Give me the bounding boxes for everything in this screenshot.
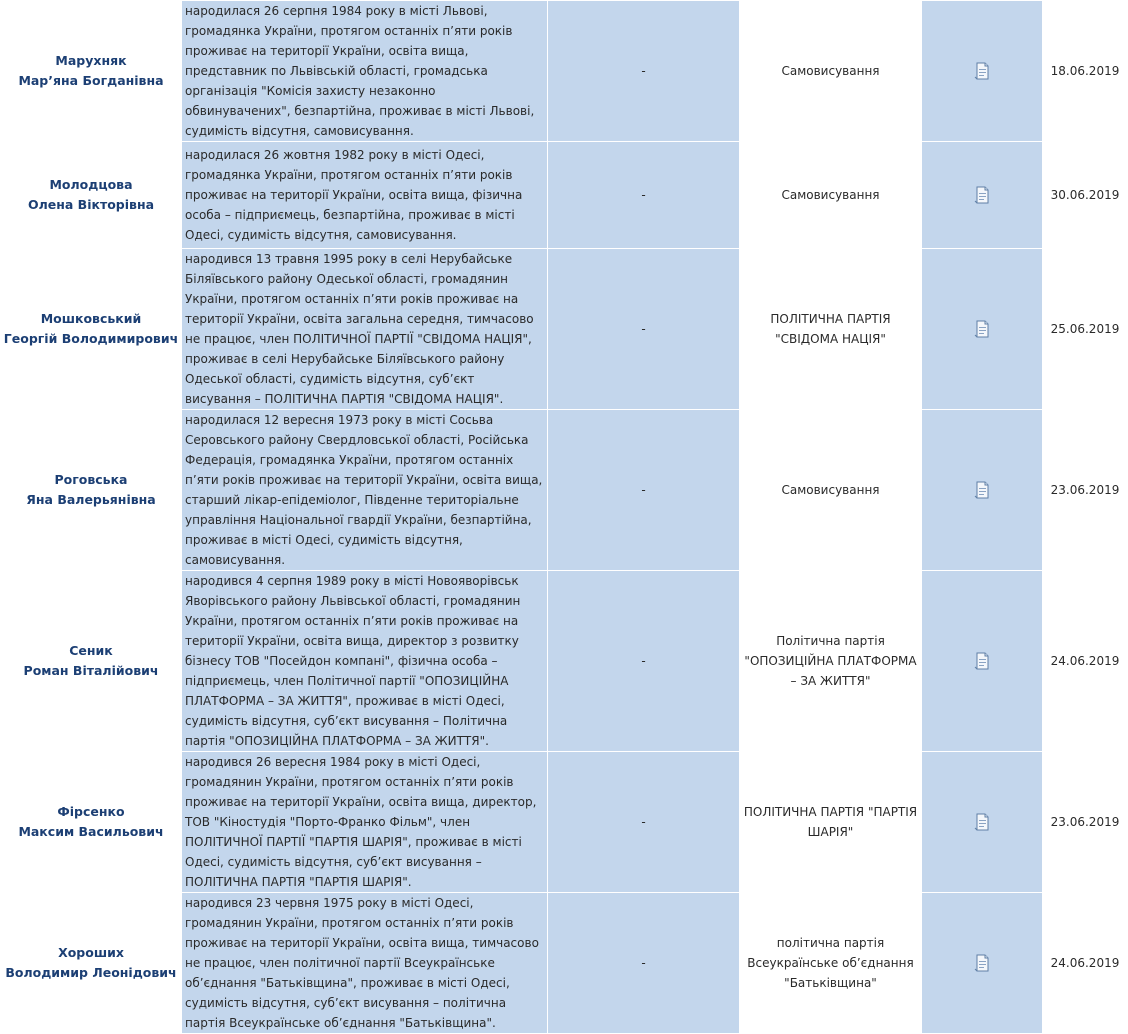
candidate-given-names: Володимир Леонідович	[5, 965, 177, 980]
candidate-surname: Роговська	[54, 472, 128, 487]
candidate-bio-cell	[182, 571, 548, 752]
submission-date: 24.06.2019	[1043, 893, 1128, 1034]
document-cell	[922, 752, 1043, 893]
candidate-bio: народилася 12 вересня 1973 року в місті Сосьва Серовського району Свердловської області, Російська Федерація, громадянка України, протягом останніх п’яти років проживає на території України, освіта вища, старший лікар-епідеміолог, Південне територіальне управління Національної гвардії України, безпартійна, проживає в місті Одесі, судимість відсутня, самовисування.	[185, 413, 543, 567]
document-icon[interactable]	[974, 320, 990, 338]
empty-value-cell: -	[548, 142, 740, 249]
nominated-by-cell: Політична партія "ОПОЗИЦІЙНА ПЛАТФОРМА – ЗА ЖИТТЯ"	[740, 571, 922, 752]
document-icon[interactable]	[974, 954, 990, 972]
table-row	[1, 410, 1128, 571]
document-icon[interactable]	[974, 652, 990, 670]
candidate-surname: Мошковський	[40, 311, 142, 326]
document-cell	[922, 1, 1043, 142]
candidate-surname: Молодцова	[49, 177, 133, 192]
candidate-name-cell	[1, 410, 182, 571]
document-cell	[922, 249, 1043, 410]
candidate-bio-cell	[182, 410, 548, 571]
candidate-bio-cell	[182, 142, 548, 249]
candidate-bio: народився 26 вересня 1984 року в місті Одесі, громадянин України, протягом останніх п’яти років проживає на території України, освіта вища, директор, ТОВ "Кіностудія "Порто-Франко Фільм", член ПОЛІТИЧНОЇ ПАРТІЇ "ПАРТІЯ ШАРІЯ", проживає в місті Одесі, судимість відсутня, суб’єкт висування – ПОЛІТИЧНА ПАРТІЯ "ПАРТІЯ ШАРІЯ".	[185, 755, 537, 889]
empty-value-cell: -	[548, 410, 740, 571]
table-row	[1, 893, 1128, 1034]
candidate-bio-cell	[182, 893, 548, 1034]
submission-date: 30.06.2019	[1043, 142, 1128, 249]
table-row	[1, 1, 1128, 142]
candidate-bio-cell	[182, 1, 548, 142]
candidate-name-cell	[1, 1, 182, 142]
candidate-surname: Марухняк	[55, 53, 127, 68]
table-row	[1, 249, 1128, 410]
candidate-given-names: Яна Валерьянівна	[26, 492, 156, 507]
nominated-by-cell: Самовисування	[740, 142, 922, 249]
nominated-by-cell: Самовисування	[740, 410, 922, 571]
table-row	[1, 752, 1128, 893]
candidate-given-names: Роман Віталійович	[23, 663, 159, 678]
candidate-given-names: Мар’яна Богданівна	[18, 73, 164, 88]
candidate-bio: народилася 26 жовтня 1982 року в місті Одесі, громадянка України, протягом останніх п’яти років проживає на території України, освіта вища, фізична особа – підприємець, безпартійна, проживає в місті Одесі, судимість відсутня, самовисування.	[185, 148, 523, 242]
document-cell	[922, 893, 1043, 1034]
nominated-by-cell: ПОЛІТИЧНА ПАРТІЯ "СВІДОМА НАЦІЯ"	[740, 249, 922, 410]
document-cell	[922, 142, 1043, 249]
table-row	[1, 571, 1128, 752]
candidate-surname: Сеник	[69, 643, 113, 658]
document-cell	[922, 571, 1043, 752]
candidate-bio: народився 4 серпня 1989 року в місті Новояворівськ Яворівського району Львівської області, громадянин України, протягом останніх п’яти років проживає на території України, освіта вища, директор з розвитку бізнесу ТОВ "Посейдон компані", фізична особа – підприємець, член Політичної партії "ОПОЗИЦІЙНА ПЛАТФОРМА – ЗА ЖИТТЯ", проживає в місті Одесі, судимість відсутня, суб’єкт висування – Політична партія "ОПОЗИЦІЙНА ПЛАТФОРМА – ЗА ЖИТТЯ".	[185, 574, 521, 748]
nominated-by-cell: Самовисування	[740, 1, 922, 142]
candidate-surname: Хороших	[58, 945, 124, 960]
candidate-bio: народився 13 травня 1995 року в селі Нерубайське Біляївського району Одеської області, громадянин України, протягом останніх п’яти років проживає на території України, освіта загальна середня, тимчасово не працює, член ПОЛІТИЧНОЇ ПАРТІЇ "СВІДОМА НАЦІЯ", проживає в селі Нерубайське Біляївського району Одеської області, судимість відсутня, суб’єкт висування – ПОЛІТИЧНА ПАРТІЯ "СВІДОМА НАЦІЯ".	[185, 252, 534, 406]
candidate-name-cell	[1, 142, 182, 249]
empty-value-cell: -	[548, 1, 740, 142]
candidate-bio: народився 23 червня 1975 року в місті Одесі, громадянин України, протягом останніх п’яти років проживає на території України, освіта вища, тимчасово не працює, член політичної партії Всеукраїнське об’єднання "Батьківщина", проживає в місті Одесі, судимість відсутня, суб’єкт висування – політична партія Всеукраїнське об’єднання "Батьківщина".	[185, 896, 539, 1030]
candidate-name-cell	[1, 249, 182, 410]
submission-date: 25.06.2019	[1043, 249, 1128, 410]
table-row	[1, 142, 1128, 249]
candidate-name-cell	[1, 752, 182, 893]
candidate-given-names: Максим Васильович	[18, 824, 164, 839]
candidate-given-names: Олена Вікторівна	[27, 197, 155, 212]
candidate-surname: Фірсенко	[57, 804, 125, 819]
document-icon[interactable]	[974, 481, 990, 499]
candidate-bio-cell	[182, 752, 548, 893]
candidate-bio-cell	[182, 249, 548, 410]
candidate-given-names: Георгій Володимирович	[3, 331, 179, 346]
candidate-bio: народилася 26 серпня 1984 року в місті Львові, громадянка України, протягом останніх п’яти років проживає на території України, освіта вища, представник по Львівській області, громадська організація "Комісія захисту незаконно обвинувачених", безпартійна, проживає в місті Львові, судимість відсутня, самовисування.	[185, 4, 535, 138]
empty-value-cell: -	[548, 893, 740, 1034]
document-icon[interactable]	[974, 813, 990, 831]
nominated-by-cell: політична партія Всеукраїнське об’єднання "Батьківщина"	[740, 893, 922, 1034]
empty-value-cell: -	[548, 249, 740, 410]
submission-date: 24.06.2019	[1043, 571, 1128, 752]
candidate-name-cell	[1, 893, 182, 1034]
empty-value-cell: -	[548, 752, 740, 893]
document-icon[interactable]	[974, 186, 990, 204]
submission-date: 23.06.2019	[1043, 752, 1128, 893]
document-icon[interactable]	[974, 62, 990, 80]
submission-date: 23.06.2019	[1043, 410, 1128, 571]
document-cell	[922, 410, 1043, 571]
submission-date: 18.06.2019	[1043, 1, 1128, 142]
candidate-name-cell	[1, 571, 182, 752]
empty-value-cell: -	[548, 571, 740, 752]
nominated-by-cell: ПОЛІТИЧНА ПАРТІЯ "ПАРТІЯ ШАРІЯ"	[740, 752, 922, 893]
